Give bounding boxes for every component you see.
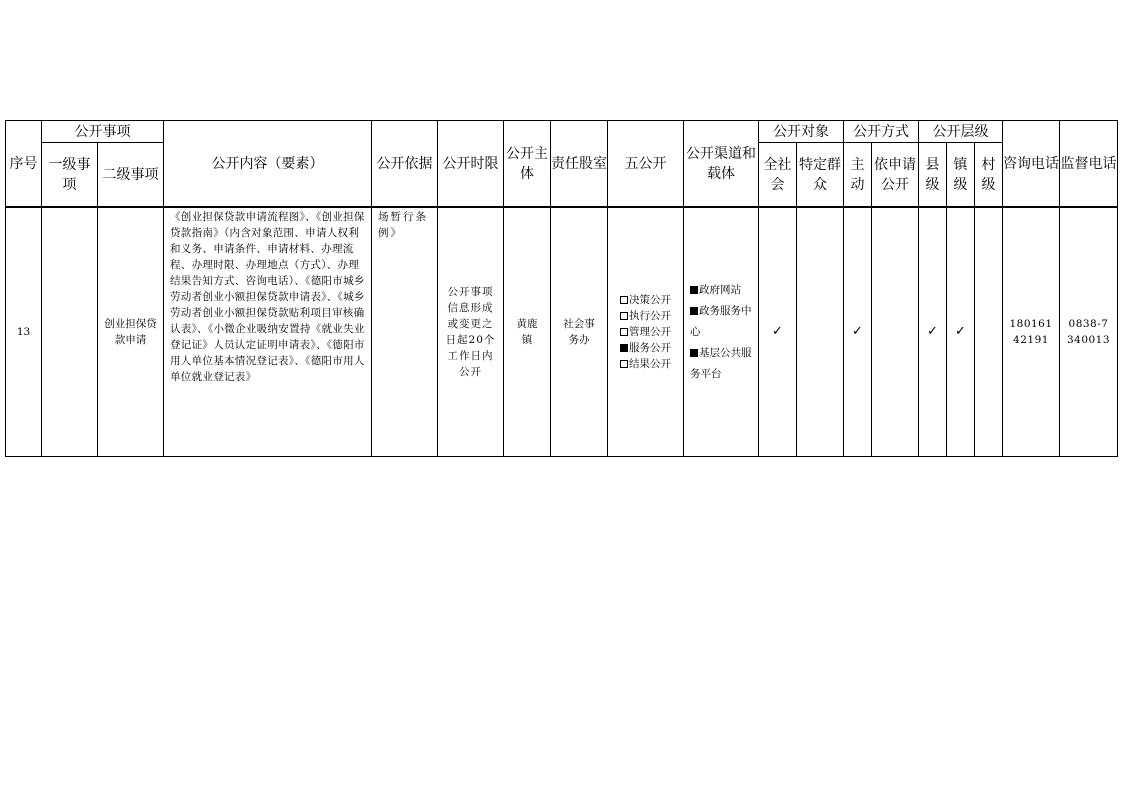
header-level-county: 县级 (919, 143, 947, 208)
table-row (6, 207, 1118, 457)
channel-item: 基层公共服务平台 (690, 346, 752, 380)
header-level-village: 村级 (975, 143, 1003, 208)
checkbox-icon (620, 360, 628, 368)
five-disclosure-list (620, 292, 671, 372)
header-method-active: 主动 (844, 143, 872, 208)
header-supervise: 监督电话 (1060, 121, 1118, 208)
checkbox-icon (690, 286, 698, 294)
header-method-request: 依申请公开 (872, 143, 919, 208)
header-consult: 咨询电话 (1003, 121, 1060, 208)
cell-level1 (42, 207, 98, 457)
five-item: 管理公开 (620, 324, 671, 340)
cell-level-county: ✓ (919, 207, 947, 457)
header-level2: 二级事项 (98, 143, 164, 208)
channel-item: 政务服务中心 (690, 304, 752, 338)
cell-time: 公开事项信息形成或变更之日起20个工作日内公开 (438, 207, 504, 457)
five-item: 结果公开 (620, 356, 671, 372)
header-target-group: 公开对象 (759, 121, 844, 143)
cell-office: 社会事务办 (551, 207, 608, 457)
channel-item: 政府网站 (690, 280, 752, 301)
checkbox-icon (620, 328, 628, 336)
five-item: 决策公开 (620, 292, 671, 308)
checkbox-icon (620, 344, 628, 352)
five-item: 服务公开 (620, 340, 671, 356)
checkbox-icon (690, 307, 698, 315)
channel-list (690, 280, 752, 385)
header-level-group: 公开层级 (919, 121, 1003, 143)
cell-level-town: ✓ (947, 207, 975, 457)
cell-five (608, 207, 684, 457)
cell-seq: 13 (6, 207, 42, 457)
header-content: 公开内容（要素） (164, 121, 372, 208)
cell-basis: 场暂行条例》 (372, 207, 438, 457)
header-method-group: 公开方式 (844, 121, 919, 143)
header-item-group: 公开事项 (42, 121, 164, 143)
cell-supervise-phone: 0838-7340013 (1060, 207, 1118, 457)
header-target-specific: 特定群众 (797, 143, 844, 208)
cell-method-active: ✓ (844, 207, 872, 457)
header-office: 责任股室 (551, 121, 608, 208)
cell-level2: 创业担保贷款申请 (98, 207, 164, 457)
cell-target-all: ✓ (759, 207, 797, 457)
cell-method-request (872, 207, 919, 457)
header-seq: 序号 (6, 121, 42, 208)
header-level1: 一级事项 (42, 143, 98, 208)
header-target-all: 全社会 (759, 143, 797, 208)
checkbox-icon (690, 349, 698, 357)
checkbox-icon (620, 296, 628, 304)
disclosure-table (5, 120, 1118, 457)
five-item: 执行公开 (620, 308, 671, 324)
header-level-town: 镇级 (947, 143, 975, 208)
cell-channel (684, 207, 759, 457)
header-subject: 公开主体 (504, 121, 551, 208)
cell-target-specific (797, 207, 844, 457)
header-five: 五公开 (608, 121, 684, 208)
cell-level-village (975, 207, 1003, 457)
cell-consult-phone: 18016142191 (1003, 207, 1060, 457)
header-basis: 公开依据 (372, 121, 438, 208)
header-channel: 公开渠道和载体 (684, 121, 759, 208)
cell-content: 《创业担保贷款申请流程图》、《创业担保贷款指南》（内含对象范围、申请人权利和义务、申请条件、申请材料、办理流程、办理时限、办理地点（方式）、办理结果告知方式、咨询电话）、《德阳市城乡劳动者创业小额担保贷款申请表》、《城乡劳动者创业小额担保贷款贴利项目审核确认表》、《小微企业吸纳安置持《就业失业登记证》人员认定证明申请表》、《德阳市用人单位基本情况登记表》、《德阳市用人单位就业登记表》 (164, 207, 372, 457)
header-time: 公开时限 (438, 121, 504, 208)
checkbox-icon (620, 312, 628, 320)
cell-subject: 黄鹿镇 (504, 207, 551, 457)
